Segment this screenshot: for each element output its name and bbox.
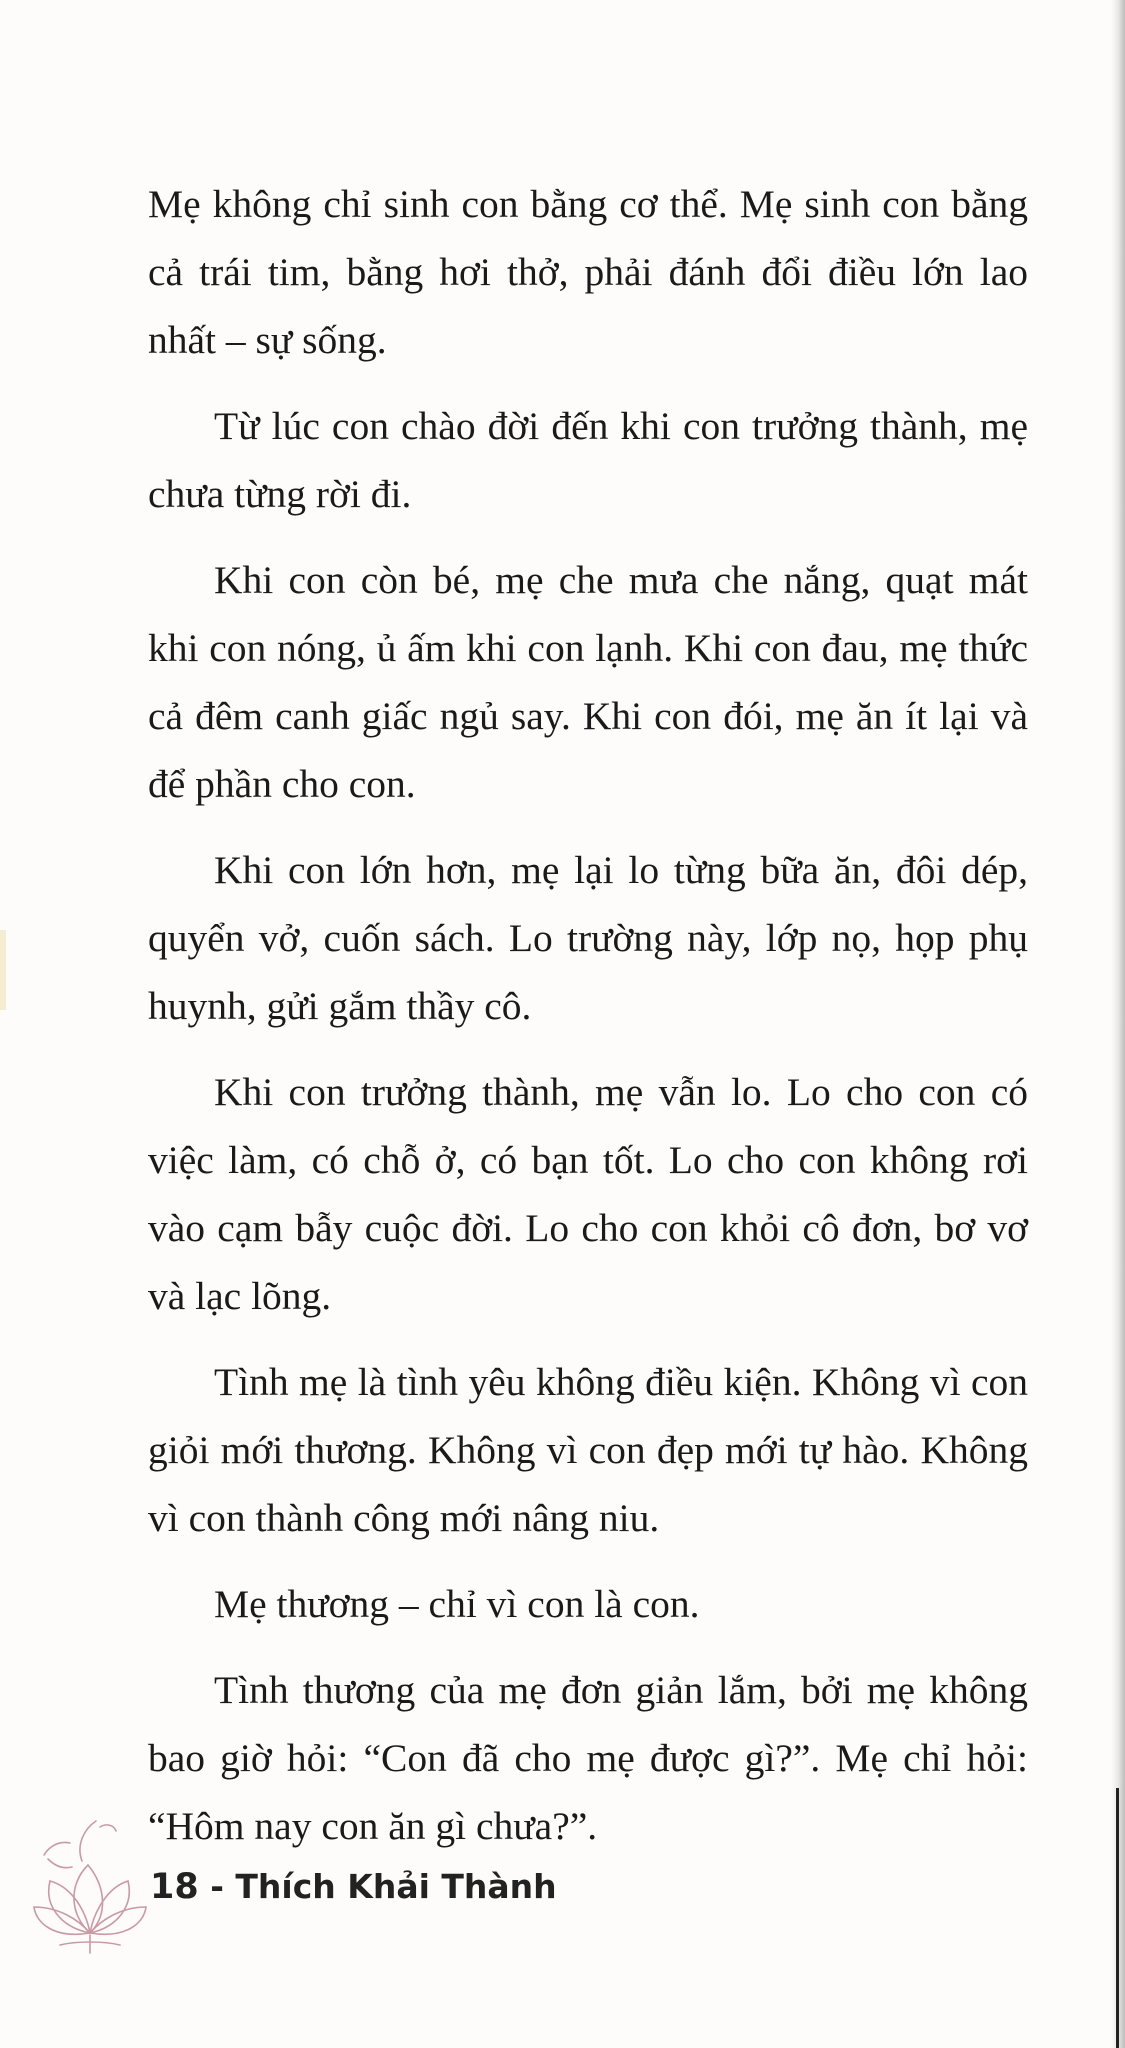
paragraph-3: Khi con còn bé, mẹ che mưa che nắng, quạt mát khi con nóng, ủ ấm khi con lạnh. Khi con đau, mẹ thức cả đêm canh giấc ngủ say. Khi con đói, mẹ ăn ít lại và để phần cho con. — [148, 558, 1028, 806]
paragraph-8: Tình thương của mẹ đơn giản lắm, bởi mẹ không bao giờ hỏi: “Con đã cho mẹ được gì?”. Mẹ chỉ hỏi: “Hôm nay con ăn gì chưa?”. — [148, 1668, 1028, 1848]
author-name: Thích Khải Thành — [235, 1867, 557, 1906]
paragraph-7: Mẹ thương – chỉ vì con là con. — [214, 1582, 700, 1626]
page-curl-line — [1116, 1788, 1119, 2048]
footer-separator: - — [198, 1867, 236, 1906]
page-number: 18 — [150, 1867, 199, 1907]
paragraph-4: Khi con lớn hơn, mẹ lại lo từng bữa ăn, đôi dép, quyển vở, cuốn sách. Lo trường này, lớp nọ, họp phụ huynh, gửi gắm thầy cô. — [148, 848, 1028, 1028]
paragraph-2: Từ lúc con chào đời đến khi con trưởng thành, mẹ chưa từng rời đi. — [148, 404, 1028, 516]
lotus-icon — [30, 1815, 150, 1955]
page-footer — [30, 1815, 630, 1955]
page-edge-stain — [0, 930, 6, 1010]
paragraph-5: Khi con trưởng thành, mẹ vẫn lo. Lo cho con có việc làm, có chỗ ở, có bạn tốt. Lo cho con không rơi vào cạm bẫy cuộc đời. Lo cho con khỏi cô đơn, bơ vơ và lạc lõng. — [148, 1070, 1028, 1318]
page-edge-shadow — [1111, 0, 1125, 2048]
body-text — [148, 170, 1028, 1878]
paragraph-1: Mẹ không chỉ sinh con bằng cơ thể. Mẹ sinh con bằng cả trái tim, bằng hơi thở, phải đánh đổi điều lớn lao nhất – sự sống. — [148, 182, 1028, 362]
footer-caption — [150, 1867, 557, 1907]
paragraph-6: Tình mẹ là tình yêu không điều kiện. Không vì con giỏi mới thương. Không vì con đẹp mới tự hào. Không vì con thành công mới nâng niu. — [148, 1360, 1028, 1540]
